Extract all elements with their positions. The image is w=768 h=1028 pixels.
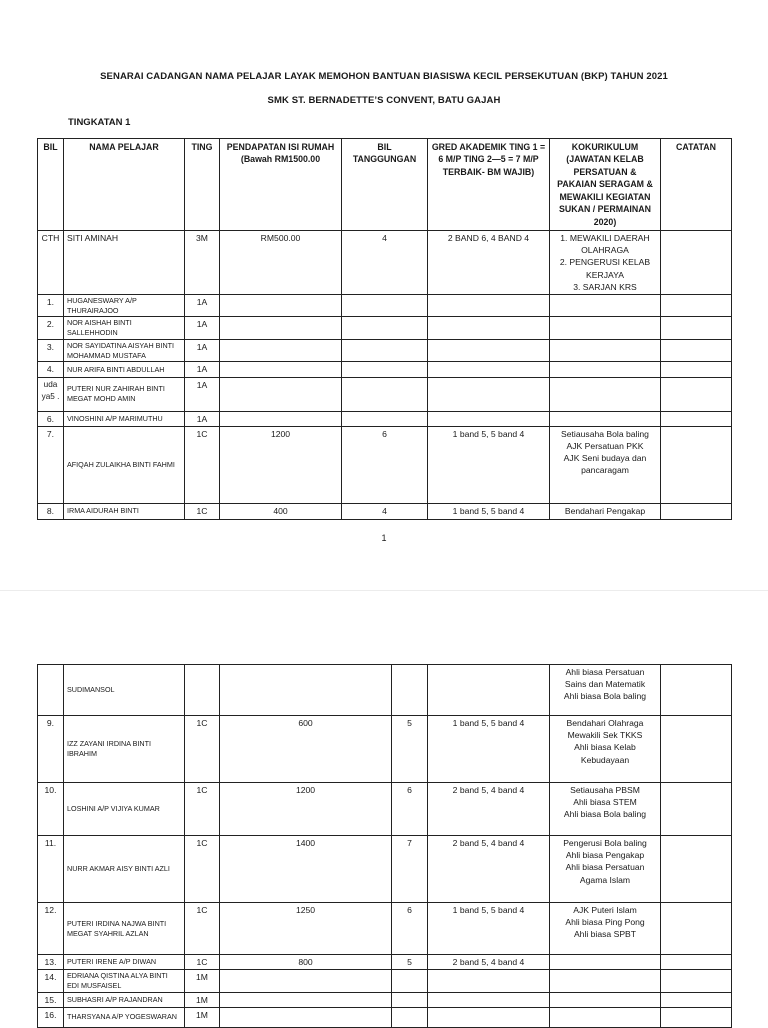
cell-catatan	[661, 665, 732, 716]
cell-ting: 1A	[185, 339, 220, 361]
table-row	[38, 317, 732, 339]
cell-bil: 7.	[38, 426, 64, 503]
document-title: SENARAI CADANGAN NAMA PELAJAR LAYAK MEMOHON BANTUAN BIASISWA KECIL PERSEKUTUAN (BKP) TAHUN 2021	[100, 71, 668, 82]
cell-catatan	[661, 992, 732, 1007]
cell-tanggungan	[342, 411, 428, 426]
cell-nama: IRMA AIDURAH BINTI	[64, 503, 185, 519]
cell-pendapatan: 600	[220, 716, 392, 783]
cell-bil: 13.	[38, 955, 64, 970]
cell-catatan	[661, 716, 732, 783]
cell-catatan	[661, 903, 732, 955]
cell-bil: 8.	[38, 503, 64, 519]
cell-koko	[550, 955, 661, 970]
cell-ting: 1A	[185, 362, 220, 377]
cell-nama: IZZ ZAYANI IRDINA BINTI IBRAHIM	[64, 716, 185, 783]
cell-tanggungan	[392, 1007, 428, 1027]
cell-pendapatan	[220, 665, 392, 716]
table-row	[38, 503, 732, 519]
cell-tanggungan	[392, 992, 428, 1007]
col-header-gred: GRED AKADEMIK TING 1 = 6 M/P TING 2—5 = 7 M/P TERBAIK- BM WAJIB)	[428, 139, 550, 231]
cell-catatan	[661, 231, 732, 295]
cell-pendapatan	[220, 339, 342, 361]
col-header-pendapatan: PENDAPATAN ISI RUMAH (Bawah RM1500.00	[220, 139, 342, 231]
cell-ting: 1C	[185, 503, 220, 519]
cell-nama: SUDIMANSOL	[64, 665, 185, 716]
cell-bil: 2.	[38, 317, 64, 339]
cell-nama: SITI AMINAH	[64, 231, 185, 295]
cell-catatan	[661, 783, 732, 836]
cell-gred: 2 band 5, 4 band 4	[428, 783, 550, 836]
table-row	[38, 231, 732, 295]
cell-nama: NOR SAYIDATINA AISYAH BINTI MOHAMMAD MUSTAFA	[64, 339, 185, 361]
cell-catatan	[661, 317, 732, 339]
table-row	[38, 836, 732, 903]
table-row	[38, 955, 732, 970]
cell-nama: HUGANESWARY A/P THURAIRAJOO	[64, 295, 185, 317]
cell-ting: 1C	[185, 716, 220, 783]
col-header-kokurikulum: KOKURIKULUM (JAWATAN KELAB PERSATUAN & PAKAIAN SERAGAM & MEWAKILI KEGIATAN SUKAN / PERMAINAN 2020)	[550, 139, 661, 231]
cell-bil: 1.	[38, 295, 64, 317]
cell-ting: 1A	[185, 411, 220, 426]
cell-ting: 1C	[185, 955, 220, 970]
cell-ting: 1A	[185, 295, 220, 317]
cell-tanggungan: 4	[342, 231, 428, 295]
cell-pendapatan: 800	[220, 955, 392, 970]
cell-nama: LOSHINI A/P VIJIYA KUMAR	[64, 783, 185, 836]
cell-tanggungan: 5	[392, 955, 428, 970]
cell-catatan	[661, 426, 732, 503]
cell-koko: Setiausaha PBSM Ahli biasa STEM Ahli biasa Bola baling	[550, 783, 661, 836]
table-row	[38, 377, 732, 411]
cell-koko	[550, 362, 661, 377]
table-row	[38, 970, 732, 992]
table-row	[38, 362, 732, 377]
col-header-nama: NAMA PELAJAR	[64, 139, 185, 231]
cell-nama: AFIQAH ZULAIKHA BINTI FAHMI	[64, 426, 185, 503]
cell-catatan	[661, 955, 732, 970]
table-row	[38, 783, 732, 836]
cell-nama: EDRIANA QISTINA ALYA BINTI EDI MUSFAISEL	[64, 970, 185, 992]
cell-gred: 2 band 5, 4 band 4	[428, 836, 550, 903]
col-header-tanggungan: BIL TANGGUNGAN	[342, 139, 428, 231]
page-number: 1	[381, 533, 387, 543]
cell-tanggungan: 4	[342, 503, 428, 519]
cell-pendapatan	[220, 411, 342, 426]
cell-catatan	[661, 411, 732, 426]
cell-pendapatan: RM500.00	[220, 231, 342, 295]
cell-catatan	[661, 1007, 732, 1027]
cell-ting: 1M	[185, 1007, 220, 1027]
cell-catatan	[661, 377, 732, 411]
cell-gred	[428, 339, 550, 361]
cell-bil	[38, 665, 64, 716]
cell-bil: 3.	[38, 339, 64, 361]
cell-nama: SUBHASRI A/P RAJANDRAN	[64, 992, 185, 1007]
cell-gred	[428, 295, 550, 317]
col-header-catatan: CATATAN	[661, 139, 732, 231]
cell-koko	[550, 295, 661, 317]
student-table-page-1	[37, 138, 732, 520]
cell-koko	[550, 1007, 661, 1027]
cell-tanggungan: 5	[392, 716, 428, 783]
cell-bil: 9.	[38, 716, 64, 783]
cell-pendapatan: 400	[220, 503, 342, 519]
cell-pendapatan: 1200	[220, 426, 342, 503]
cell-koko	[550, 377, 661, 411]
cell-catatan	[661, 362, 732, 377]
cell-catatan	[661, 970, 732, 992]
cell-ting: 1A	[185, 317, 220, 339]
cell-nama: PUTERI IRDINA NAJWA BINTI MEGAT SYAHRIL AZLAN	[64, 903, 185, 955]
cell-koko	[550, 339, 661, 361]
cell-catatan	[661, 503, 732, 519]
cell-tanggungan	[342, 362, 428, 377]
cell-koko: Setiausaha Bola baling AJK Persatuan PKK AJK Seni budaya dan pancaragam	[550, 426, 661, 503]
document-page-2	[0, 590, 768, 1025]
cell-ting: 1M	[185, 970, 220, 992]
cell-pendapatan	[220, 970, 392, 992]
cell-gred	[428, 411, 550, 426]
cell-koko: Ahli biasa Persatuan Sains dan Matematik Ahli biasa Bola baling	[550, 665, 661, 716]
cell-koko	[550, 317, 661, 339]
table-row	[38, 903, 732, 955]
cell-nama: PUTERI NUR ZAHIRAH BINTI MEGAT MOHD AMIN	[64, 377, 185, 411]
cell-gred: 1 band 5, 5 band 4	[428, 503, 550, 519]
cell-koko	[550, 992, 661, 1007]
cell-ting: 1A	[185, 377, 220, 411]
cell-gred	[428, 317, 550, 339]
cell-bil: 10.	[38, 783, 64, 836]
table-row	[38, 411, 732, 426]
cell-pendapatan	[220, 295, 342, 317]
cell-pendapatan: 1400	[220, 836, 392, 903]
cell-nama: THARSYANA A/P YOGESWARAN	[64, 1007, 185, 1027]
cell-tanggungan	[342, 377, 428, 411]
cell-tanggungan	[342, 339, 428, 361]
cell-pendapatan	[220, 992, 392, 1007]
cell-gred: 1 band 5, 5 band 4	[428, 903, 550, 955]
cell-catatan	[661, 295, 732, 317]
cell-ting: 1C	[185, 903, 220, 955]
cell-tanggungan: 6	[392, 783, 428, 836]
cell-pendapatan	[220, 362, 342, 377]
cell-gred	[428, 362, 550, 377]
cell-bil: uda ya5 .	[38, 377, 64, 411]
table-row	[38, 1007, 732, 1027]
cell-bil: 6.	[38, 411, 64, 426]
cell-koko: Bendahari Olahraga Mewakili Sek TKKS Ahli biasa Kelab Kebudayaan	[550, 716, 661, 783]
cell-ting	[185, 665, 220, 716]
cell-ting: 3M	[185, 231, 220, 295]
col-header-bil: BIL	[38, 139, 64, 231]
student-table-page-2	[37, 664, 732, 1028]
cell-tanggungan	[342, 295, 428, 317]
cell-bil: 4.	[38, 362, 64, 377]
cell-pendapatan	[220, 1007, 392, 1027]
table-header-row	[38, 139, 732, 231]
table-row	[38, 716, 732, 783]
table-row	[38, 339, 732, 361]
cell-bil: CTH	[38, 231, 64, 295]
cell-nama: NOR AISHAH BINTI SALLEHHODIN	[64, 317, 185, 339]
cell-nama: PUTERI IRENE A/P DIWAN	[64, 955, 185, 970]
cell-gred	[428, 665, 550, 716]
cell-ting: 1M	[185, 992, 220, 1007]
cell-bil: 12.	[38, 903, 64, 955]
cell-ting: 1C	[185, 783, 220, 836]
cell-pendapatan: 1250	[220, 903, 392, 955]
cell-nama: NUR ARIFA BINTI ABDULLAH	[64, 362, 185, 377]
cell-pendapatan	[220, 377, 342, 411]
cell-gred	[428, 970, 550, 992]
cell-bil: 15.	[38, 992, 64, 1007]
cell-ting: 1C	[185, 426, 220, 503]
cell-koko	[550, 970, 661, 992]
cell-tanggungan	[392, 665, 428, 716]
table-row	[38, 992, 732, 1007]
cell-tanggungan	[342, 317, 428, 339]
cell-gred	[428, 992, 550, 1007]
table-row	[38, 426, 732, 503]
cell-tanggungan: 6	[342, 426, 428, 503]
cell-nama: VINOSHINI A/P MARIMUTHU	[64, 411, 185, 426]
cell-tanggungan: 6	[392, 903, 428, 955]
level-label: TINGKATAN 1	[68, 117, 131, 128]
cell-bil: 14.	[38, 970, 64, 992]
cell-catatan	[661, 836, 732, 903]
cell-bil: 16.	[38, 1007, 64, 1027]
table-row	[38, 665, 732, 716]
cell-gred: 1 band 5, 5 band 4	[428, 716, 550, 783]
cell-gred: 2 BAND 6, 4 BAND 4	[428, 231, 550, 295]
cell-bil: 11.	[38, 836, 64, 903]
cell-catatan	[661, 339, 732, 361]
table-row	[38, 295, 732, 317]
cell-ting: 1C	[185, 836, 220, 903]
cell-koko: AJK Puteri Islam Ahli biasa Ping Pong Ahli biasa SPBT	[550, 903, 661, 955]
cell-koko: 1. MEWAKILI DAERAH OLAHRAGA 2. PENGERUSI KELAB KERJAYA 3. SARJAN KRS	[550, 231, 661, 295]
cell-gred	[428, 377, 550, 411]
cell-tanggungan: 7	[392, 836, 428, 903]
cell-gred: 1 band 5, 5 band 4	[428, 426, 550, 503]
cell-nama: NURR AKMAR AISY BINTI AZLI	[64, 836, 185, 903]
cell-koko: Pengerusi Bola baling Ahli biasa Pengakap Ahli biasa Persatuan Agama Islam	[550, 836, 661, 903]
cell-pendapatan: 1200	[220, 783, 392, 836]
cell-koko	[550, 411, 661, 426]
cell-pendapatan	[220, 317, 342, 339]
cell-koko: Bendahari Pengakap	[550, 503, 661, 519]
school-name: SMK ST. BERNADETTE’S CONVENT, BATU GAJAH	[267, 95, 501, 106]
col-header-ting: TING	[185, 139, 220, 231]
cell-gred	[428, 1007, 550, 1027]
cell-gred: 2 band 5, 4 band 4	[428, 955, 550, 970]
cell-tanggungan	[392, 970, 428, 992]
